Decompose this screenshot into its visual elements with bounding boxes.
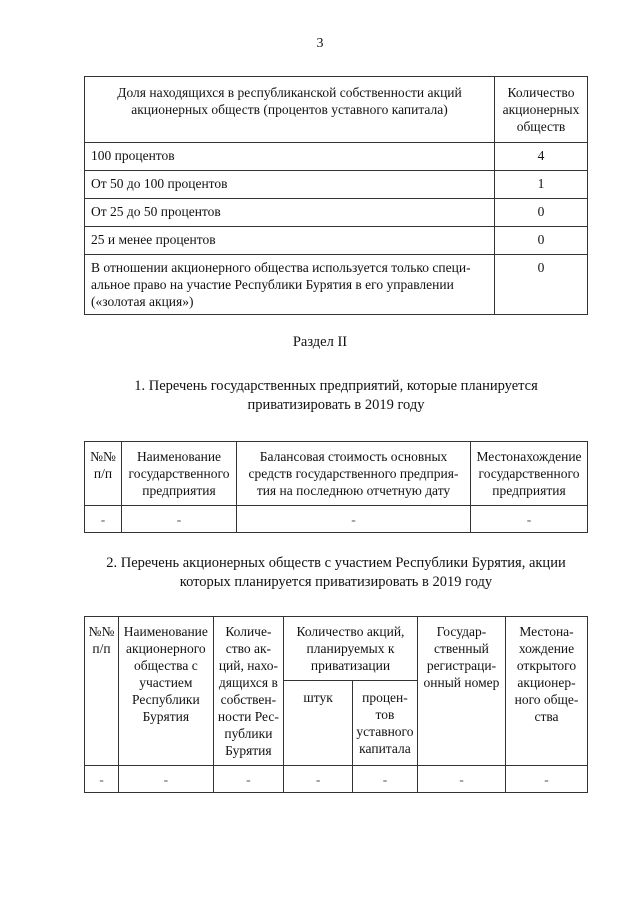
table-row	[85, 766, 588, 793]
row-label: 100 процентов	[85, 143, 495, 171]
header-units: штук	[284, 681, 353, 766]
header-shares-held: Количе-ство ак-ций, нахо-дящихся в собствен-ности Рес-публики Бурятия	[213, 617, 283, 766]
header-balance-value: Балансовая стоимость основных средств государственного предприя-тия на последнюю отчетную дату	[237, 442, 471, 506]
section-title: Раздел II	[292, 334, 348, 350]
header-number: №№ п/п	[85, 442, 122, 506]
row-value: 4	[495, 143, 588, 171]
row-label: От 50 до 100 процентов	[85, 171, 495, 199]
heading-state-enterprises: 1. Перечень государственных предприятий, которые планируется приватизировать в 2019 году	[134, 378, 538, 413]
header-registration-number: Государ-ственный регистраци-онный номер	[417, 617, 505, 766]
header-percent: процен-тов уставного капитала	[353, 681, 418, 766]
row-label: От 25 до 50 процентов	[85, 199, 495, 227]
row-value: 0	[495, 255, 588, 315]
table-header-row	[85, 77, 588, 143]
cell: -	[237, 506, 471, 533]
cell: -	[119, 766, 214, 793]
table-header-row	[85, 617, 588, 681]
table-row	[85, 199, 588, 227]
table-row	[85, 171, 588, 199]
cell: -	[85, 506, 122, 533]
header-number: №№ п/п	[85, 617, 119, 766]
cell: -	[213, 766, 283, 793]
cell: -	[506, 766, 588, 793]
table-row	[85, 255, 588, 315]
state-enterprises-table	[84, 441, 588, 533]
joint-stock-companies-table	[84, 616, 588, 793]
cell: -	[417, 766, 505, 793]
table-row	[85, 143, 588, 171]
header-enterprise-name: Наименование государственного предприятия	[122, 442, 237, 506]
page-number: 3	[316, 36, 324, 51]
heading-joint-stock-companies: 2. Перечень акционерных обществ с участием Республики Бурятия, акции которых планируется приватизировать в 2019 году	[106, 555, 566, 590]
header-location: Местонахождение государственного предприятия	[471, 442, 588, 506]
header-company-location: Местона-хождение открытого акционер-ного обще-ства	[506, 617, 588, 766]
cell: -	[85, 766, 119, 793]
header-company-name: Наименование акционерного общества с участием Республики Бурятия	[119, 617, 214, 766]
shares-distribution-table	[84, 76, 588, 315]
row-label: 25 и менее процентов	[85, 227, 495, 255]
table-row	[85, 227, 588, 255]
cell: -	[284, 766, 353, 793]
header-shares-planned: Количество акций, планируемых к приватизации	[284, 617, 418, 681]
row-label: В отношении акционерного общества используется только специ-альное право на участие Республики Бурятия в его управлении («золотая акция»)	[85, 255, 495, 315]
cell: -	[122, 506, 237, 533]
header-count: Количество акционерных обществ	[495, 77, 588, 143]
table-row	[85, 506, 588, 533]
row-value: 0	[495, 227, 588, 255]
cell: -	[471, 506, 588, 533]
table-header-row	[85, 442, 588, 506]
header-share: Доля находящихся в республиканской собственности акций акционерных обществ (процентов уставного капитала)	[85, 77, 495, 143]
cell: -	[353, 766, 418, 793]
row-value: 0	[495, 199, 588, 227]
row-value: 1	[495, 171, 588, 199]
